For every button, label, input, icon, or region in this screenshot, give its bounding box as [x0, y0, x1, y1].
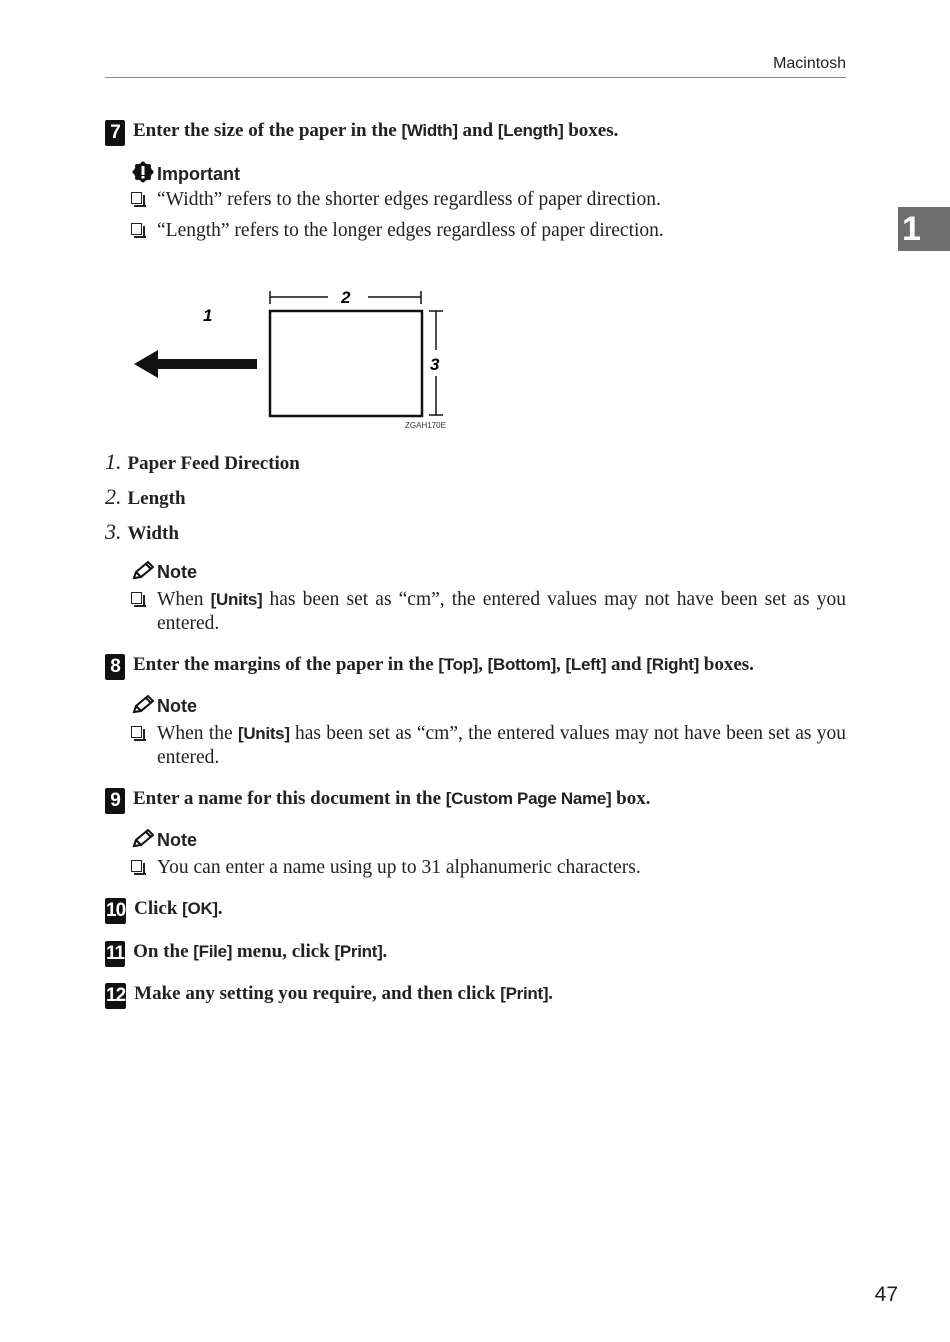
- step-number: 9: [105, 788, 125, 814]
- feed-direction-arrow: [134, 350, 257, 378]
- step-number: 7: [105, 120, 125, 146]
- header-section-title: Macintosh: [773, 55, 846, 72]
- important-icon: [131, 161, 155, 188]
- ui-label-right: [Right]: [646, 655, 700, 674]
- important-heading: [131, 161, 240, 188]
- paper-outline: [270, 311, 422, 416]
- chapter-tab: 1: [898, 207, 950, 251]
- important-heading-text: Important: [157, 164, 240, 184]
- ui-label-file: [File]: [193, 942, 233, 961]
- ui-label-print: [Print]: [334, 942, 383, 961]
- legend-item: 1. Paper Feed Direction: [105, 449, 300, 474]
- legend-item: 2. Length: [105, 484, 186, 509]
- step-9: 9 Enter a name for this document in the [Custom Page Name] box.: [105, 787, 650, 814]
- step-text: boxes.: [563, 120, 619, 141]
- ui-label-print: [Print]: [500, 984, 549, 1003]
- step-number: 11: [105, 941, 125, 967]
- ui-label-top: [Top]: [438, 655, 479, 674]
- note-heading-text: Note: [157, 830, 197, 850]
- ui-label-bottom: [Bottom]: [487, 655, 557, 674]
- ui-label-left: [Left]: [565, 655, 607, 674]
- important-bullet: “Length” refers to the longer edges regardless of paper direction.: [131, 219, 846, 243]
- step-10: 10 Click [OK].: [105, 897, 223, 924]
- legend-item: 3. Width: [105, 519, 179, 544]
- pencil-icon: [131, 561, 155, 586]
- note-bullet: You can enter a name using up to 31 alphanumeric characters.: [131, 856, 846, 880]
- checkbox-bullet-icon: [131, 726, 142, 738]
- note-heading: [131, 695, 197, 720]
- ui-label-length: [Length]: [497, 121, 564, 140]
- checkbox-bullet-icon: [131, 192, 142, 204]
- step-text: and: [457, 120, 498, 141]
- note-bullet: When the [Units] has been set as “cm”, the entered values may not have been set as you entered.: [131, 722, 846, 770]
- checkbox-bullet-icon: [131, 592, 142, 604]
- checkbox-bullet-icon: [131, 860, 142, 872]
- step-number: 10: [105, 898, 126, 924]
- page-number: 47: [874, 1283, 898, 1306]
- pencil-icon: [131, 695, 155, 720]
- step-number: 12: [105, 983, 126, 1009]
- note-heading: [131, 829, 197, 854]
- note-bullet: When [Units] has been set as “cm”, the entered values may not have been set as you entered.: [131, 588, 846, 636]
- pencil-icon: [131, 829, 155, 854]
- diagram-label-1: 1: [203, 306, 213, 325]
- important-bullet: “Width” refers to the shorter edges regardless of paper direction.: [131, 188, 846, 212]
- diagram-label-3: 3: [430, 355, 440, 374]
- ui-label-width: [Width]: [401, 121, 458, 140]
- ui-label-custom-page-name: [Custom Page Name]: [445, 789, 612, 808]
- ui-label-units: [Units]: [237, 724, 290, 743]
- step-number: 8: [105, 654, 125, 680]
- step-11: 11 On the [File] menu, click [Print].: [105, 940, 387, 967]
- diagram-code: ZGAH170E: [405, 421, 446, 430]
- ui-label-units: [Units]: [210, 590, 263, 609]
- diagram-label-2: 2: [341, 288, 351, 307]
- step-12: 12 Make any setting you require, and then click [Print].: [105, 982, 553, 1009]
- note-heading-text: Note: [157, 696, 197, 716]
- note-heading-text: Note: [157, 562, 197, 582]
- ui-label-ok: [OK]: [182, 899, 218, 918]
- checkbox-bullet-icon: [131, 223, 142, 235]
- step-7: [105, 119, 618, 146]
- step-8: 8 Enter the margins of the paper in the [Top], [Bottom], [Left] and [Right] boxes.: [105, 653, 754, 680]
- header-rule: [105, 77, 846, 78]
- paper-size-diagram: [130, 286, 460, 436]
- step-text: Enter the size of the paper in the: [133, 120, 402, 141]
- note-heading: [131, 561, 197, 586]
